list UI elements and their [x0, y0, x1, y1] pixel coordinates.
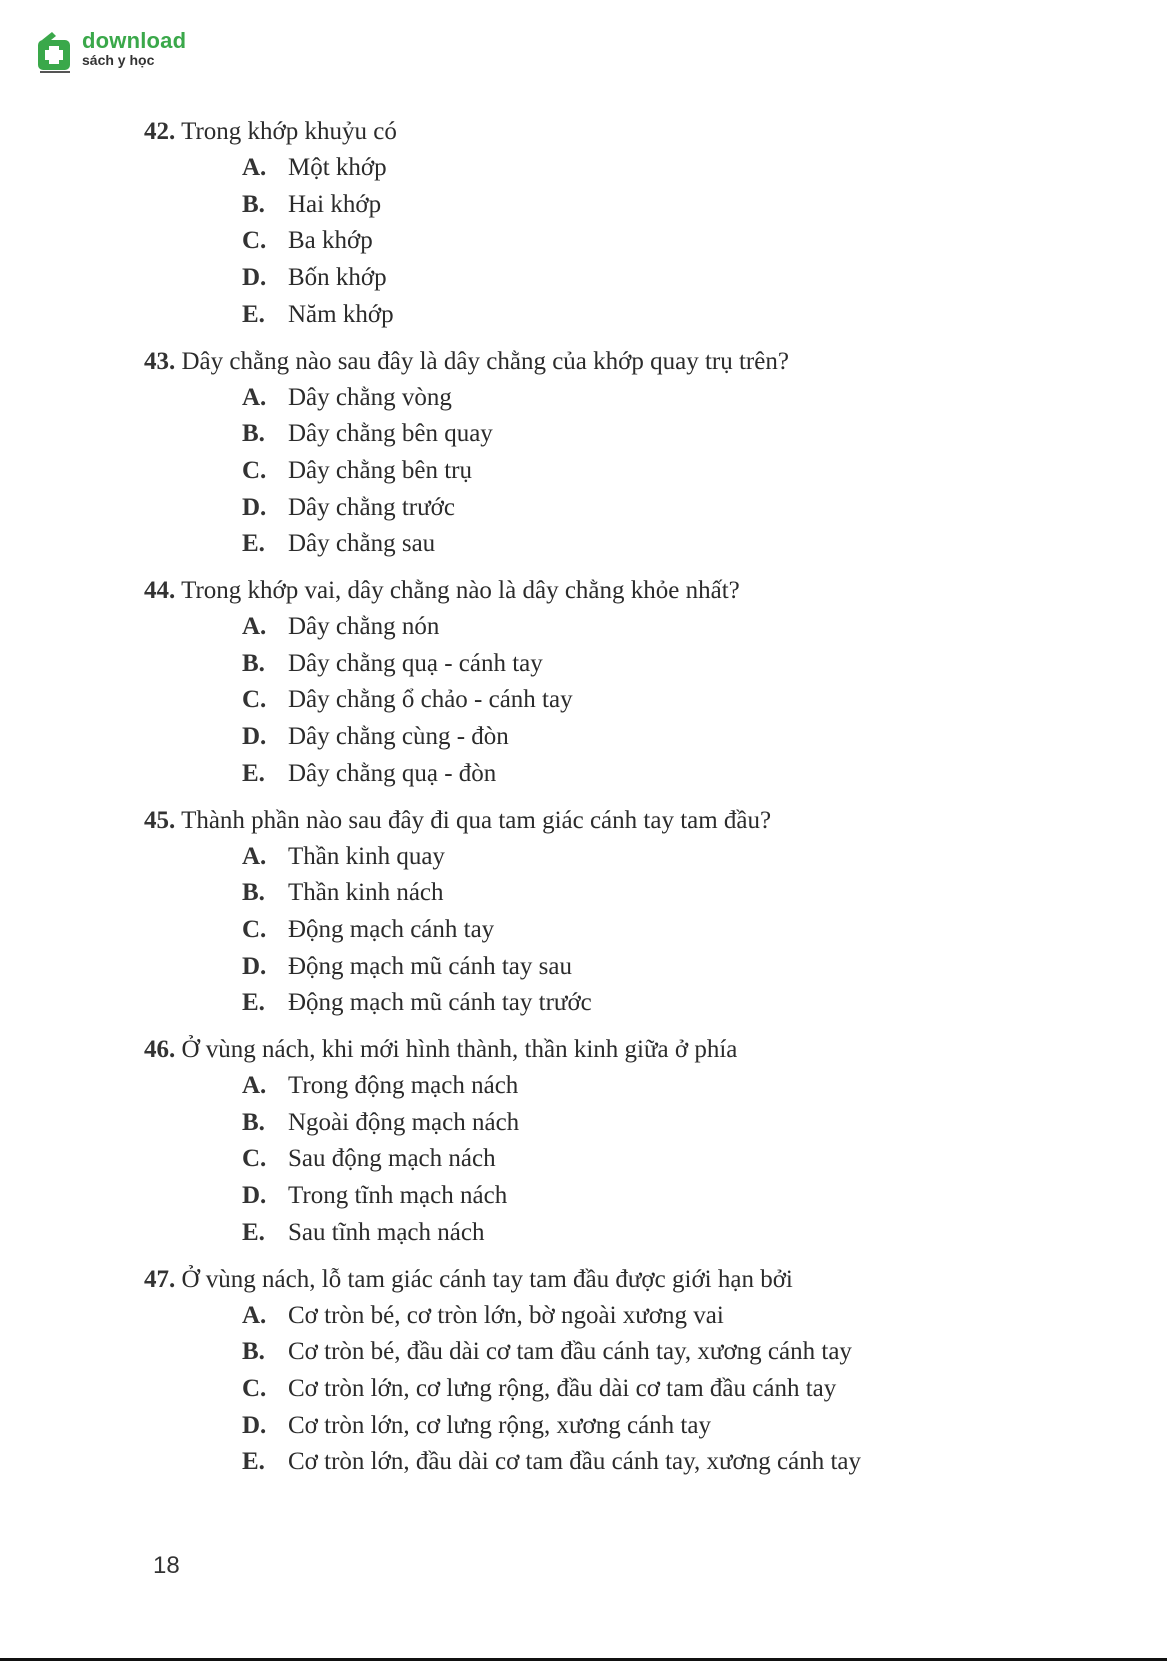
option-letter: B.: [242, 420, 265, 448]
option-letter: D.: [242, 264, 267, 292]
option-text: Cơ tròn bé, cơ tròn lớn, bờ ngoài xương vai: [288, 1301, 724, 1329]
answer-options: [242, 839, 1044, 1023]
option-letter: C.: [242, 227, 267, 255]
option-letter: D.: [242, 1411, 267, 1439]
question-stem: [144, 1262, 1044, 1298]
option-e: [242, 985, 1044, 1022]
option-text: Động mạch mũ cánh tay trước: [288, 989, 592, 1017]
question-number: 46.: [144, 1036, 176, 1064]
option-a: [242, 1068, 1044, 1105]
site-logo[interactable]: [34, 26, 234, 82]
option-text: Sau tĩnh mạch nách: [288, 1218, 485, 1246]
option-text: Cơ tròn bé, đầu dài cơ tam đầu cánh tay, xương cánh tay: [288, 1338, 852, 1366]
option-text: Thần kinh nách: [288, 879, 444, 907]
option-a: [242, 1298, 1044, 1335]
option-letter: A.: [242, 842, 267, 870]
option-letter: A.: [242, 1072, 267, 1100]
option-text: Ba khớp: [288, 227, 373, 255]
option-text: Dây chằng quạ - cánh tay: [288, 649, 543, 677]
option-c: [242, 1141, 1044, 1178]
option-text: Động mạch mũ cánh tay sau: [288, 952, 572, 980]
question-stem: [144, 803, 1044, 839]
question-text: Ở vùng nách, lỗ tam giác cánh tay tam đầu được giới hạn bởi: [181, 1265, 793, 1293]
answer-options: [242, 150, 1044, 334]
option-letter: A.: [242, 1301, 267, 1329]
option-c: [242, 453, 1044, 490]
question-number: 43.: [144, 347, 176, 375]
option-b: [242, 416, 1044, 453]
answer-options: [242, 1298, 1044, 1482]
option-text: Dây chằng sau: [288, 530, 436, 558]
question-46: [144, 1032, 1044, 1252]
option-letter: C.: [242, 915, 267, 943]
medical-cross-book-icon: [34, 30, 78, 74]
option-text: Dây chằng trước: [288, 493, 455, 521]
option-text: Ngoài động mạch nách: [288, 1108, 520, 1136]
option-text: Một khớp: [288, 154, 387, 181]
option-letter: E.: [242, 759, 265, 787]
question-stem: [144, 344, 1044, 380]
option-d: [242, 260, 1044, 297]
option-c: [242, 223, 1044, 260]
question-number: 42.: [144, 118, 176, 145]
option-letter: C.: [242, 456, 267, 484]
option-letter: A.: [242, 154, 267, 181]
option-letter: B.: [242, 649, 265, 677]
option-text: Hai khớp: [288, 190, 382, 218]
option-text: Dây chằng nón: [288, 613, 440, 641]
page-number: 18: [153, 1552, 180, 1579]
option-letter: B.: [242, 190, 265, 218]
option-b: [242, 875, 1044, 912]
option-letter: E.: [242, 1218, 265, 1246]
option-d: [242, 490, 1044, 527]
option-text: Thần kinh quay: [288, 842, 445, 870]
question-stem: [144, 1032, 1044, 1068]
option-letter: E.: [242, 530, 265, 558]
option-text: Sau động mạch nách: [288, 1145, 496, 1173]
option-letter: C.: [242, 686, 267, 714]
question-44: [144, 573, 1044, 793]
option-d: [242, 949, 1044, 986]
option-e: [242, 1444, 1044, 1481]
option-d: [242, 1178, 1044, 1215]
option-e: [242, 756, 1044, 793]
question-42: [144, 114, 1044, 334]
option-c: [242, 682, 1044, 719]
option-text: Dây chằng bên trụ: [288, 456, 472, 484]
question-number: 45.: [144, 806, 176, 834]
option-a: [242, 839, 1044, 876]
option-b: [242, 187, 1044, 224]
question-text: Trong khớp vai, dây chằng nào là dây chằng khỏe nhất?: [181, 577, 740, 605]
option-text: Bốn khớp: [288, 264, 387, 292]
option-text: Dây chằng ổ chảo - cánh tay: [288, 686, 573, 714]
option-letter: B.: [242, 1338, 265, 1366]
option-d: [242, 1408, 1044, 1445]
option-text: Trong động mạch nách: [288, 1072, 519, 1100]
option-letter: D.: [242, 723, 267, 751]
option-e: [242, 297, 1044, 334]
option-text: Động mạch cánh tay: [288, 915, 495, 943]
option-letter: A.: [242, 383, 267, 411]
option-letter: E.: [242, 300, 265, 328]
question-list: [144, 114, 1044, 1491]
option-text: Dây chằng bên quay: [288, 420, 493, 448]
option-letter: D.: [242, 952, 267, 980]
question-text: Trong khớp khuỷu có: [181, 118, 397, 145]
option-text: Năm khớp: [288, 300, 394, 328]
option-b: [242, 1334, 1044, 1371]
option-letter: C.: [242, 1374, 267, 1402]
question-text: Dây chằng nào sau đây là dây chằng của khớp quay trụ trên?: [181, 347, 789, 375]
option-e: [242, 526, 1044, 563]
answer-options: [242, 380, 1044, 564]
option-text: Cơ tròn lớn, đầu dài cơ tam đầu cánh tay, xương cánh tay: [288, 1448, 861, 1476]
option-b: [242, 646, 1044, 683]
question-45: [144, 803, 1044, 1023]
option-text: Dây chằng quạ - đòn: [288, 759, 497, 787]
option-a: [242, 150, 1044, 187]
option-letter: E.: [242, 1448, 265, 1476]
option-c: [242, 1371, 1044, 1408]
option-letter: D.: [242, 493, 267, 521]
option-letter: B.: [242, 879, 265, 907]
option-b: [242, 1105, 1044, 1142]
option-letter: C.: [242, 1145, 267, 1173]
option-letter: A.: [242, 613, 267, 641]
answer-options: [242, 609, 1044, 793]
option-letter: E.: [242, 989, 265, 1017]
option-e: [242, 1215, 1044, 1252]
option-a: [242, 609, 1044, 646]
question-number: 47.: [144, 1265, 176, 1293]
option-letter: D.: [242, 1182, 267, 1210]
answer-options: [242, 1068, 1044, 1252]
option-d: [242, 719, 1044, 756]
option-text: Cơ tròn lớn, cơ lưng rộng, đầu dài cơ tam đầu cánh tay: [288, 1374, 837, 1402]
question-text: Ở vùng nách, khi mới hình thành, thần kinh giữa ở phía: [181, 1036, 738, 1064]
option-text: Dây chằng vòng: [288, 383, 452, 411]
question-43: [144, 344, 1044, 564]
question-number: 44.: [144, 577, 176, 605]
option-text: Dây chằng cùng - đòn: [288, 723, 509, 751]
question-47: [144, 1262, 1044, 1482]
option-letter: B.: [242, 1108, 265, 1136]
question-stem: [144, 114, 1044, 150]
option-c: [242, 912, 1044, 949]
option-a: [242, 380, 1044, 417]
option-text: Cơ tròn lớn, cơ lưng rộng, xương cánh tay: [288, 1411, 711, 1439]
option-text: Trong tĩnh mạch nách: [288, 1182, 508, 1210]
question-text: Thành phần nào sau đây đi qua tam giác cánh tay tam đầu?: [181, 806, 772, 834]
question-stem: [144, 573, 1044, 609]
logo-subtitle: sách y học: [82, 52, 155, 68]
logo-title: download: [82, 28, 187, 53]
